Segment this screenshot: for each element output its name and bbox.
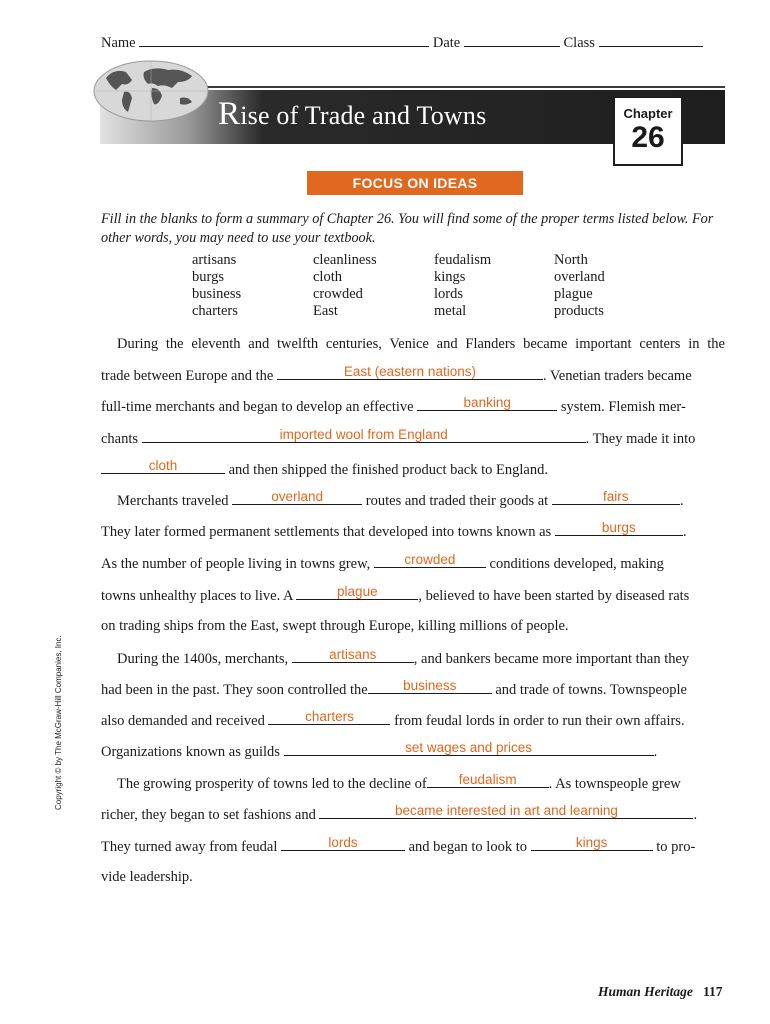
title-initial: R <box>218 96 241 132</box>
word-bank-term: cloth <box>313 269 342 285</box>
summary-text: Merchants traveled <box>117 493 229 509</box>
word-bank-term: overland <box>554 269 605 285</box>
summary-text: from feudal lords in order to run their own affairs. <box>394 713 685 729</box>
answer-blank[interactable] <box>417 395 557 411</box>
summary-text: and then shipped the finished product back to England. <box>228 462 548 478</box>
answer-blank[interactable] <box>142 427 586 443</box>
summary-line <box>101 364 725 386</box>
summary-line <box>101 458 725 480</box>
answer-text: East (eastern nations) <box>343 364 476 379</box>
instructions: Fill in the blanks to form a summary of Chapter 26. You will find some of the proper terms listed below. For other words, you may need to use your textbook. <box>101 211 714 246</box>
summary-text: conditions developed, making <box>489 556 664 572</box>
answer-text: business <box>403 678 457 693</box>
chapter-number: 26 <box>631 121 665 154</box>
world-map-icon <box>92 60 210 122</box>
book-title: Human Heritage <box>598 984 693 999</box>
word-bank-term: East <box>313 303 338 319</box>
copyright-notice: Copyright © by The McGraw-Hill Companies, Inc. <box>54 635 63 810</box>
summary-line <box>101 427 725 449</box>
answer-blank[interactable] <box>232 489 362 505</box>
word-bank-term: burgs <box>192 269 224 285</box>
page-number: 117 <box>703 984 723 999</box>
summary-line <box>101 520 725 542</box>
answer-text: lords <box>328 835 358 850</box>
summary-text: . <box>682 524 687 540</box>
answer-blank[interactable] <box>374 552 486 568</box>
summary-line <box>101 552 725 574</box>
summary-text: The growing prosperity of towns led to the decline of <box>117 776 427 792</box>
summary-line <box>101 772 725 794</box>
answer-blank[interactable] <box>296 584 418 600</box>
summary-text: system. Flemish mer- <box>560 399 686 415</box>
summary-text: . As townspeople grew <box>548 776 681 792</box>
summary-line <box>101 709 725 731</box>
summary-text: full-time merchants and began to develop an effective <box>101 399 414 415</box>
word-bank-term: lords <box>434 286 463 302</box>
answer-blank[interactable] <box>368 678 492 694</box>
date-label: Date <box>432 35 461 51</box>
student-info-line <box>101 31 703 52</box>
word-bank-column <box>313 252 377 320</box>
answer-text: imported wool from England <box>279 427 448 442</box>
summary-line <box>101 803 725 825</box>
summary-text: trade between Europe and the <box>101 368 274 384</box>
answer-blank[interactable] <box>277 364 543 380</box>
summary-line <box>101 678 725 700</box>
name-field[interactable] <box>139 31 429 47</box>
answer-text: crowded <box>404 552 456 567</box>
class-label: Class <box>563 35 595 51</box>
focus-on-ideas-heading: FOCUS ON IDEAS <box>307 171 523 195</box>
answer-text: cloth <box>148 458 178 473</box>
summary-text: and trade of towns. Townspeople <box>495 682 687 698</box>
answer-text: kings <box>575 835 608 850</box>
summary-text: They turned away from feudal <box>101 839 278 855</box>
summary-text: During the eleventh and twelfth centuries, Venice and Flanders became important centers in the <box>117 336 725 352</box>
summary-text: to pro- <box>656 839 696 855</box>
summary-text: on trading ships from the East, swept through Europe, killing millions of people. <box>101 618 569 634</box>
word-bank-term: metal <box>434 303 467 319</box>
summary-text: They later formed permanent settlements that developed into towns known as <box>101 524 552 540</box>
answer-blank[interactable] <box>284 740 654 756</box>
answer-text: set wages and prices <box>405 740 532 755</box>
summary-line <box>101 835 725 857</box>
answer-blank[interactable] <box>101 458 225 474</box>
summary-line <box>101 333 725 355</box>
name-label: Name <box>101 35 136 51</box>
answer-blank[interactable] <box>268 709 390 725</box>
summary-text: . <box>653 744 658 760</box>
word-bank-term: feudalism <box>434 252 492 268</box>
word-bank-term: artisans <box>192 252 237 268</box>
word-bank-term: plague <box>554 286 593 302</box>
answer-blank[interactable] <box>555 520 683 536</box>
summary-text: . Venetian traders became <box>542 368 692 384</box>
word-bank-term: North <box>554 252 588 268</box>
summary-text: and began to look to <box>408 839 527 855</box>
summary-text: also demanded and received <box>101 713 265 729</box>
answer-blank[interactable] <box>281 835 405 851</box>
summary-line <box>101 615 725 637</box>
word-bank-term: kings <box>434 269 466 285</box>
word-bank-term: charters <box>192 303 238 319</box>
summary-text: , and bankers became more important than they <box>413 651 690 667</box>
word-bank-term: business <box>192 286 242 302</box>
summary-text: towns unhealthy places to live. A <box>101 588 293 604</box>
summary-line <box>101 584 725 606</box>
answer-text: became interested in art and learning <box>395 803 618 818</box>
summary-line <box>101 395 725 417</box>
summary-text: . <box>679 493 684 509</box>
class-field[interactable] <box>599 31 703 47</box>
summary-text: chants <box>101 431 139 447</box>
word-bank-column <box>554 252 605 320</box>
chapter-label: Chapter <box>623 106 673 121</box>
answer-blank[interactable] <box>427 772 549 788</box>
summary-text: . They made it into <box>585 431 696 447</box>
summary-text: had been in the past. They soon controlled the <box>101 682 368 698</box>
answer-text: banking <box>463 395 511 410</box>
summary-text: As the number of people living in towns grew, <box>101 556 371 572</box>
answer-blank[interactable] <box>531 835 653 851</box>
word-bank-term: cleanliness <box>313 252 377 268</box>
word-bank-term: crowded <box>313 286 363 302</box>
chapter-badge <box>613 96 683 166</box>
answer-text: artisans <box>329 647 377 662</box>
summary-line <box>101 866 725 888</box>
word-bank-column <box>434 252 491 320</box>
summary-text: Organizations known as guilds <box>101 744 280 760</box>
answer-text: overland <box>271 489 324 504</box>
summary-text: . <box>693 807 698 823</box>
summary-line <box>101 489 725 511</box>
word-bank-term: products <box>554 303 604 319</box>
title-rest: ise of Trade and Towns <box>240 101 487 130</box>
answer-text: charters <box>305 709 354 724</box>
answer-text: fairs <box>603 489 629 504</box>
summary-text: vide leadership. <box>101 869 193 885</box>
summary-text: richer, they began to set fashions and <box>101 807 316 823</box>
page-footer <box>598 984 723 1000</box>
word-bank-column <box>192 252 241 320</box>
summary-text: During the 1400s, merchants, <box>117 651 289 667</box>
answer-text: plague <box>337 584 378 599</box>
summary-line <box>101 740 725 762</box>
answer-blank[interactable] <box>552 489 680 505</box>
summary-text: routes and traded their goods at <box>365 493 549 509</box>
chapter-title <box>218 96 486 133</box>
answer-blank[interactable] <box>319 803 693 819</box>
summary-text: , believed to have been started by diseased rats <box>418 588 690 604</box>
summary-line <box>101 647 725 669</box>
answer-text: feudalism <box>458 772 517 787</box>
answer-text: burgs <box>601 520 636 535</box>
date-field[interactable] <box>464 31 560 47</box>
answer-blank[interactable] <box>292 647 414 663</box>
